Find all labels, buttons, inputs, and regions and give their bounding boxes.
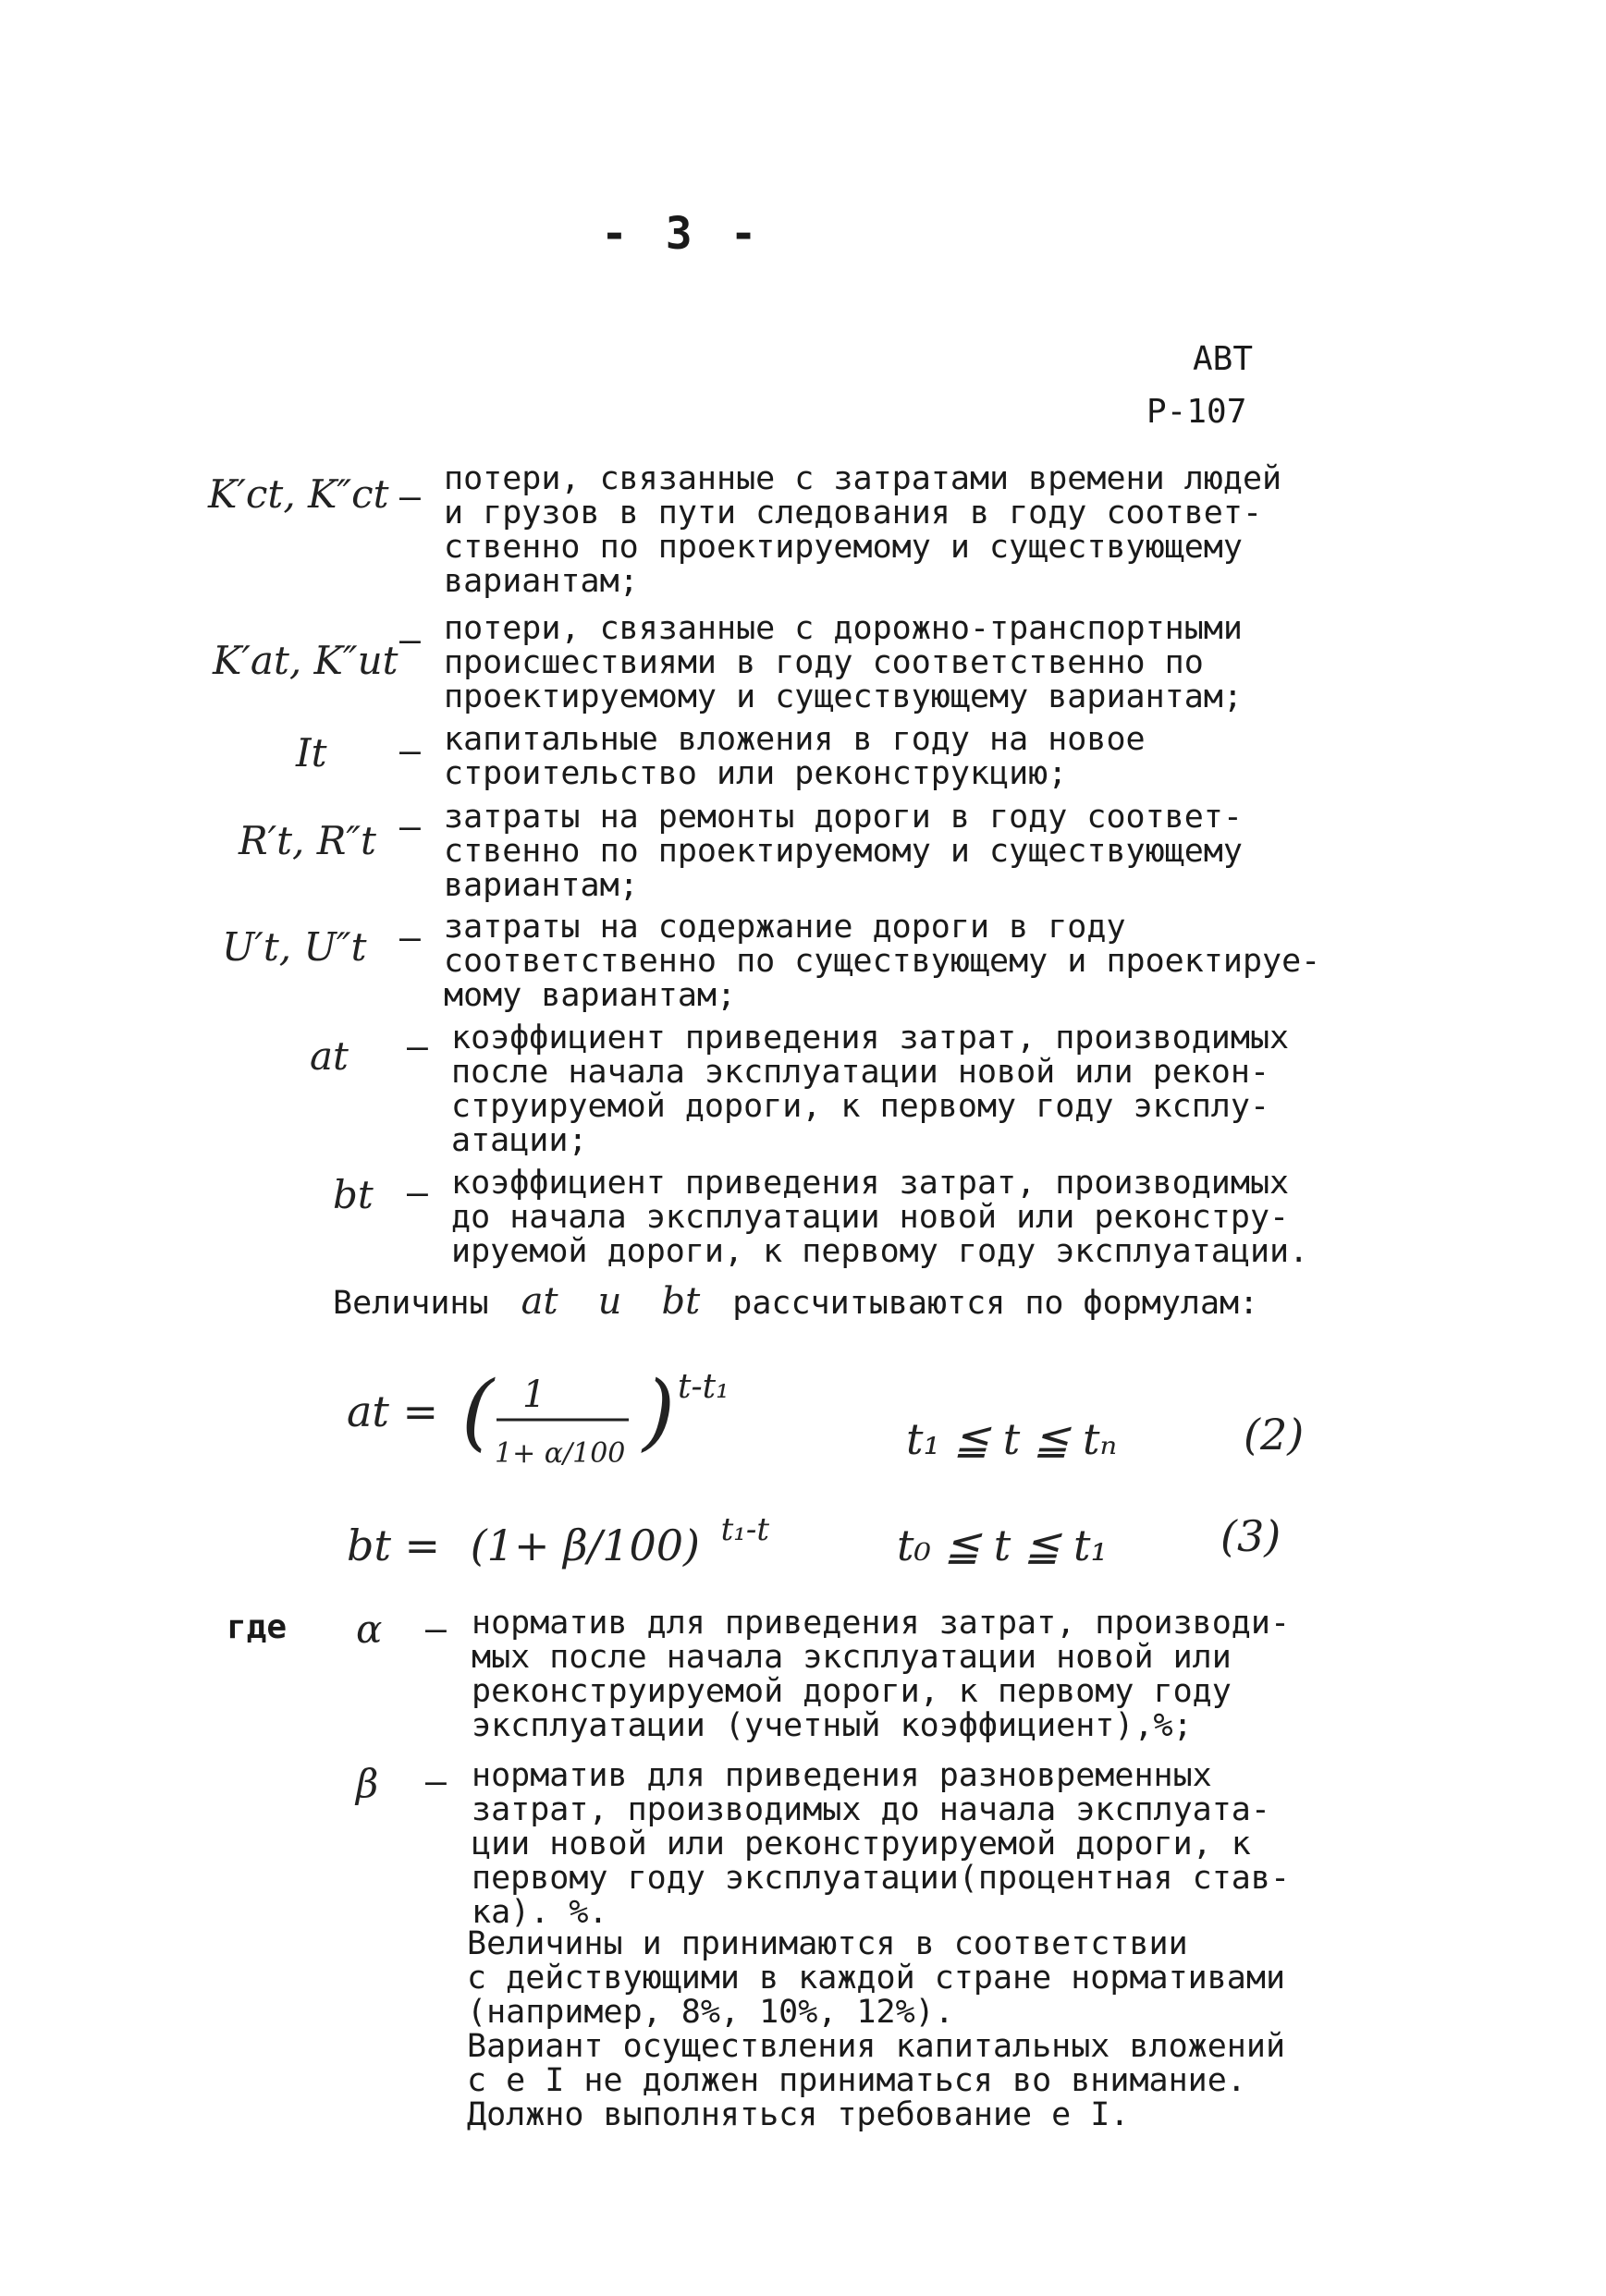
formula-3: bt = (1+ β/100) $^{t_1-t}$	[347, 1511, 770, 1570]
definition-dash: –	[399, 619, 421, 660]
definition-dash: –	[407, 1172, 428, 1213]
svg-text:): )	[643, 1363, 676, 1460]
definition-symbol: bt	[333, 1172, 374, 1217]
where-symbol: α	[356, 1606, 383, 1652]
closing-paragraph: Величины и принимаются в соответствии с действующими в каждой стране нормативами (например, 8%, 10%, 12%). Вариант осуществления капитальных вложений с е I не должен приниматься во внимание. Должно выполняться требование е I.	[467, 1925, 1286, 2133]
definition-text: коэффициент приведения затрат, производимых после начала эксплуатации новой или рекон- струируемой дороги, к первому году эксплу- атации;	[451, 1020, 1290, 1159]
where-text: норматив для приведения разновременных затрат, производимых до начала эксплуата- ции новой или реконструируемой дороги, к первому году эксплуатации(процентная став- ка). %.	[472, 1757, 1291, 1931]
definition-dash: –	[407, 1026, 428, 1067]
definition-dash: –	[399, 730, 421, 771]
formula-2-fraction	[458, 1359, 754, 1479]
formula-3-condition: t₀ ≦ t ≦ t₁	[897, 1520, 1108, 1570]
where-text: норматив для приведения затрат, производи- мых после начала эксплуатации новой или реконструируемой дороги, к первому году эксплуатации (учетный коэффициент),%;	[472, 1605, 1291, 1744]
definition-symbol: U′t, U″t	[222, 924, 367, 970]
definition-dash: –	[399, 917, 421, 958]
page-number: - 3 -	[601, 208, 763, 260]
definition-text: потери, связанные с дорожно-транспортными происшествиями в году соответственно по проектируемому и существующему вариантам;	[444, 610, 1243, 715]
definition-symbol: R′t, R″t	[239, 818, 376, 863]
definition-dash: –	[399, 476, 421, 517]
where-symbol: β	[356, 1761, 379, 1806]
formula-2-condition: t₁ ≦ t ≦ tₙ	[906, 1414, 1118, 1464]
where-label: где	[227, 1608, 288, 1646]
definition-dash: –	[399, 806, 421, 847]
formula-2: at =	[347, 1386, 439, 1436]
svg-text:(: (	[461, 1363, 495, 1460]
formula-2-exponent: t-t₁	[678, 1368, 729, 1406]
doc-code-line-1: АВТ	[1193, 340, 1254, 378]
doc-code-line-2: Р-107	[1146, 393, 1247, 431]
definition-text: коэффициент приведения затрат, производимых до начала эксплуатации новой или реконстру- ируемой дороги, к первому году эксплуатации.	[451, 1165, 1309, 1270]
where-dash: –	[425, 1608, 447, 1649]
formula-intro: Величины at и bt рассчитываются по формулам:	[333, 1280, 1259, 1323]
definition-symbol: K′at, K″ut	[213, 638, 398, 683]
formula-3-number: (3)	[1220, 1511, 1281, 1561]
where-dash: –	[425, 1761, 447, 1801]
formula-2-number: (2)	[1244, 1410, 1305, 1459]
definition-text: капитальные вложения в году на новое строительство или реконструкцию;	[444, 721, 1146, 792]
definition-text: затраты на содержание дороги в году соответственно по существующему и проектируе- мому вариантам;	[444, 909, 1321, 1014]
definition-symbol: It	[296, 730, 327, 776]
definition-symbol: K′ct, K″ct	[208, 471, 389, 517]
definition-symbol: at	[310, 1033, 349, 1079]
definition-text: затраты на ремонты дороги в году соответ- ственно по проектируемому и существующему вариантам;	[444, 799, 1243, 904]
formula-2-denominator: 1+ α/100	[495, 1437, 626, 1470]
definition-text: потери, связанные с затратами времени людей и грузов в пути следования в году соответ- ственно по проектируемому и существующему вариантам;	[444, 460, 1282, 600]
formula-2-numerator: 1	[522, 1374, 546, 1416]
